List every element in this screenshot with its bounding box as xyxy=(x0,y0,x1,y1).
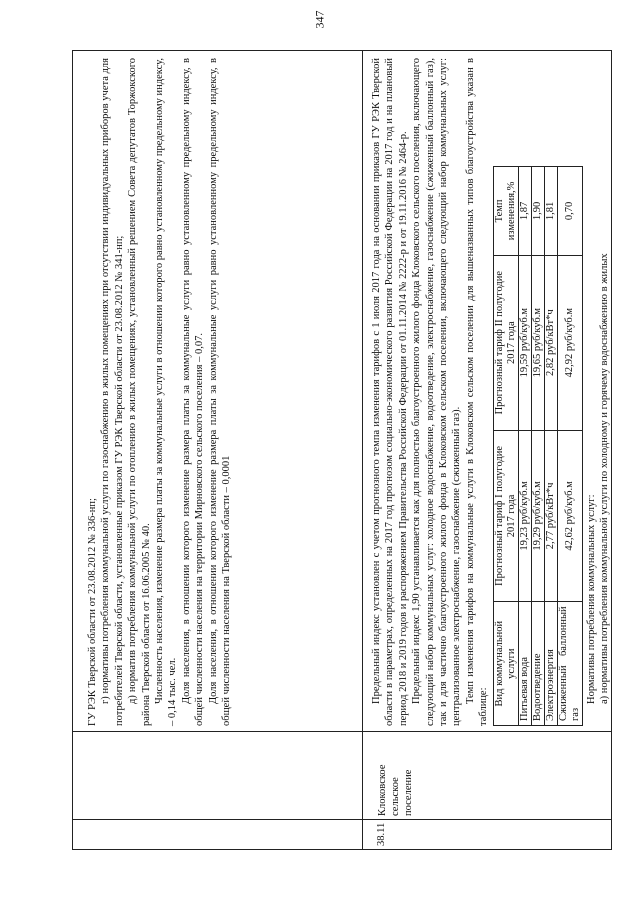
document-sheet xyxy=(72,50,612,850)
previous-row-text xyxy=(86,58,233,726)
table-cell: 1,87 xyxy=(518,167,531,256)
table-cell: 42,92 руб/куб.м xyxy=(557,255,582,430)
table-row xyxy=(557,167,582,726)
table-cell: Питьевая вода xyxy=(518,602,531,726)
table-header-row xyxy=(493,167,518,726)
paragraph: Темп изменения тарифов на коммунальные услуги в Клоковском сельском поселении для вышеназванных типов благоустройства указан в таблице: xyxy=(464,58,490,726)
row-description xyxy=(370,58,611,726)
paragraph: ГУ РЭК Тверской области от 23.08.2012 № 336-нп; xyxy=(87,498,98,726)
table-cell: 1,81 xyxy=(544,167,557,256)
column-header: Прогнозный тариф I полугодие 2017 года xyxy=(493,430,518,602)
table-cell: 0,70 xyxy=(557,167,582,256)
column-divider xyxy=(72,731,612,732)
table-row xyxy=(544,167,557,726)
table-cell: 19,23 руб/куб.м xyxy=(518,430,531,602)
column-header: Прогнозный тариф II полугодие 2017 года xyxy=(493,255,518,430)
table-cell: 2,77 руб/кВт*ч xyxy=(544,430,557,602)
paragraph: г) нормативы потребления коммунальной услуги по газоснабжению в жилых помещениях при отсутствии индивидуальных приборов учета для потребителей Тверской области, установленные приказом ГУ РЭК Тверской области от 23.08.2012 № 341-нп; xyxy=(100,58,125,726)
page-number: 347 xyxy=(312,10,327,29)
table-cell: 19,59 руб/куб.м xyxy=(518,255,531,430)
paragraph: Доля населения, в отношении которого изменение размера платы за коммунальные услуги равно установленному предельному индексу, в общей численности населения на Тверской области – 0,0001 xyxy=(207,58,233,726)
paragraph: Доля населения, в отношении которого изменение размера платы за коммунальные услуги равно установленному предельному индексу, в общей численности населения на территории Мирновского сельского поселения – 0,07. xyxy=(180,58,206,726)
table-cell: 19,29 руб/куб.м xyxy=(531,430,544,602)
table-cell: 42,62 руб/куб.м xyxy=(557,430,582,602)
column-header: Вид коммунальной услуги xyxy=(493,602,518,726)
paragraph: Численность населения, изменение размера платы за коммунальные услуги в отношении которого равно установленному предельному индексу, – 0,14 тыс. чел. xyxy=(154,58,179,726)
paragraph: Нормативы потребления коммунальных услуг: xyxy=(585,494,597,704)
row-number: 38.11 xyxy=(376,822,387,846)
table-row xyxy=(531,167,544,726)
paragraph: д) норматив потребления коммунальной услуги по отоплению в жилых помещениях, установленный решением Совета депутатов Торжокского района Тверской области от 16.06.2005 № 40. xyxy=(127,58,152,726)
column-header: Темп изменения,% xyxy=(493,167,518,256)
table-cell: 2,82 руб/кВт*ч xyxy=(544,255,557,430)
table-cell: Сжиженный баллонный газ xyxy=(557,602,582,726)
paragraph: Предельный индекс установлен с учетом прогнозного темпа изменения тарифов с 1 июля 2017 года на основании приказов ГУ РЭК Тверской области в параметрах, определенных на 2017 год прогнозом социально-экономического развития Российской Федерации на 2017 год и на плановый период 2018 и 2019 годов и распоряжением Правительства Российской Федерации от 01.11.2014 № 2222-р и от 19.11.2016 № 2464-р. xyxy=(371,58,409,726)
paragraph: Предельный индекс 1,90 устанавливается как для полностью благоустроенного жилого фонда Клоковского сельского поселения, включающего следующий набор коммунальных услуг: холодное водоснабжение, водоотведение, электроснабжение, газоснабжение (сжиженный баллонный газ), так и для частично благоустроенного жилого фонда в Клоковском сельском поселении, включающего следующий набор коммунальных услуг: централизованное электроснабжение, газоснабжение (сжиженный газ). xyxy=(411,58,463,726)
table-row xyxy=(518,167,531,726)
table-cell: Водоотведение xyxy=(531,602,544,726)
tariff-table xyxy=(493,166,583,726)
paragraph: а) нормативы потребления коммунальной услуги по холодному и горячему водоснабжению в жилых xyxy=(599,253,611,704)
row-divider xyxy=(362,50,363,850)
column-divider xyxy=(72,819,612,820)
table-cell: 19,65 руб/куб.м xyxy=(531,255,544,430)
settlement-name: Клоковское сельское поселение xyxy=(377,764,414,816)
table-cell: 1,90 xyxy=(531,167,544,256)
table-cell: Электроэнергия xyxy=(544,602,557,726)
